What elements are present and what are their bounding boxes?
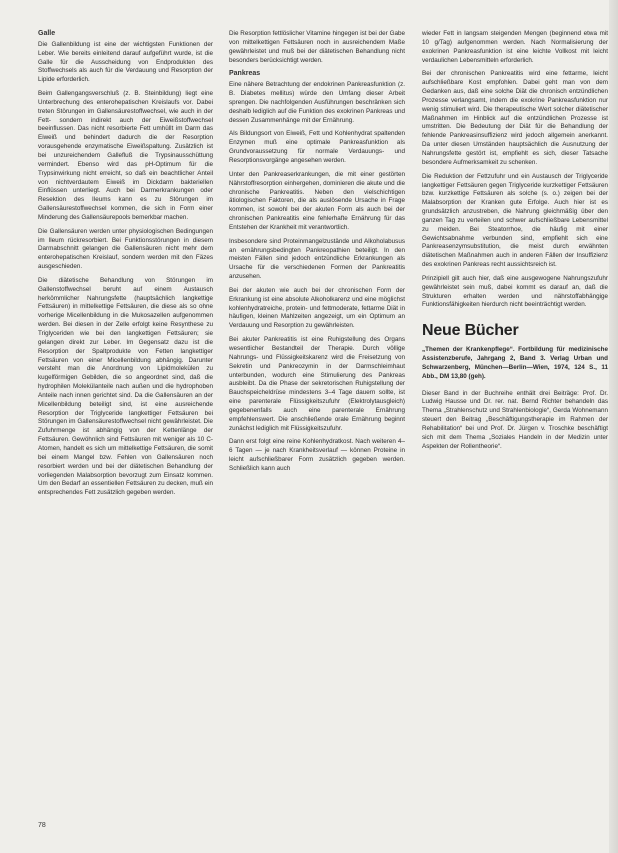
- paragraph: Eine nähere Betrachtung der endokrinen Pankreasfunktion (z. B. Diabetes mellitus) würde den Umfang dieser Arbeit sprengen. Die nachfolgenden Ausführungen beschränken sich deshalb lediglich auf die Funktion des exokrinen Pankreas und dessen Zusammenhänge mit der Ernährung.: [229, 81, 405, 124]
- paragraph: Die diätetische Behandlung von Störungen im Gallenstoffwechsel beruht auf einem Austausch herkömmlicher Nahrungsfette (hauptsächlich langkettige Fettsäuren) in mittelkettige Fettsäuren, die diese als so ohne vorherige Micellenbildung in die Mukosazellen aufgenommen werden. Bei diesen in der Zelle erfolgt keine Resynthese zu Triglyceriden wie bei den langkettigen Fettsäuren; sie gelangen direkt zur Leber. Im Gegensatz dazu ist die Resorption der Spaltprodukte von Fetten langkettiger Fettsäuren von einer Micellenbildung abhängig. Darunter versteht man die Anordnung von Lipidmolekülen zu kugelförmigen Gebilden, die so angeordnet sind, daß die hydrophilen Molekülanteile nach außen und die hydrophoben Anteile nach innen gerichtet sind. Da die Gallensäuren an der Micellenbildung beteiligt sind, ist eine ausreichende Resorption der Triglyceride langkettiger Fettsäuren bei Störungen im Gallensäurestoffwechsel nicht gewährleistet. Die Zufuhrmenge ist abhängig von der Kettenlänge der Fettsäuren. Gewöhnlich sind Fettsäuren mit weniger als 10 C-Atomen, handelt es sich um mittelkettige Fettsäuren, die somit bei einem Mangel bzw. Fehlen von Gallensäuren noch resorbiert werden und bei der diätetischen Behandlung der vorliegenden Malabsorption bevorzugt zum Einsatz kommen. Um den Bedarf an essentiellen Fettsäuren zu decken, muß ein entsprechendes Fett zusätzlich gegeben werden.: [38, 276, 213, 497]
- paragraph: Die Reduktion der Fettzufuhr und ein Austausch der Triglyceride langkettiger Fettsäuren gegen Triglyceride kurzkettiger Fettsäuren bzw. kurzkettige Fettsäuren als solche (s. o.) zeigen bei der Malabsorption der Kranken gute Erfolge. Auch hier ist es grundsätzlich anzustreben, die Nahrung gleichmäßig über den ganzen Tag zu verteilen und schwer aufschließbare Lebensmittel zu meiden. Bei Steatorrhoe, die häufig mit einer Gewichtsabnahme verbunden sind, empfiehlt sich eine Pankreasenzymsubstitution, die meist durch erwähnten diätetischen Maßnahmen auch in anderen Fällen der Insuffizienz des exokrinen Pankreas recht aussichtsreich ist.: [422, 172, 608, 269]
- paragraph: Die Resorption fettlöslicher Vitamine hingegen ist bei der Gabe von mittelkettigen Fettsäuren noch in ausreichendem Maße gewährleistet und muß bei der diätetischen Behandlung nicht besonders berücksichtigt werden.: [229, 30, 405, 64]
- column-middle: [229, 30, 405, 479]
- paragraph: Die Gallenbildung ist eine der wichtigsten Funktionen der Leber. Wie bereits einleitend darauf aufgeführt wurde, ist die Galle für die Ausscheidung von Endprodukten des Stoffwechsels als auch für die Verdauung und Resorption der Lipide erforderlich.: [38, 40, 213, 84]
- paragraph: Die Gallensäuren werden unter physiologischen Bedingungen im Ileum rückresorbiert. Bei Funktionsstörungen in diesem Darmabschnitt gelangen die Gallensäuren nicht mehr dem enterohepatischen Kreislauf, sondern werden mit den Fäzes ausgeschieden.: [38, 227, 213, 271]
- heading-pankreas: Pankreas: [229, 70, 261, 78]
- paragraph: Unter den Pankreaserkrankungen, die mit einer gestörten Nährstoffresorption einhergehen, dominieren die akute und die chronische Pankreatitis. Neben den vielschichtigen ätiologischen Faktoren, die als auslösende Ursache in Frage kommen, ist sowohl bei der akuten Form als auch bei der chronischen Pankreatitis eine fehlerhafte Ernährung für das Entstehen der Krankheit mit verantwortlich.: [229, 170, 405, 231]
- paragraph: Bei der akuten wie auch bei der chronischen Form der Erkrankung ist eine absolute Alkoholkarenz und eine möglichst kohlenhydratreiche, protein- und fettmoderate, fettarme Diät in häufigen, kleinen Mahlzeiten angezeigt, um ein Optimum an Verdauung und Resorption zu gewährleisten.: [229, 286, 405, 330]
- paragraph: Bei der chronischen Pankreatitis wird eine fettarme, leicht aufschließbare Kost empfohlen. Dabei geht man von dem Gedanken aus, daß eine solche Diät die chronisch entzündlichen Prozesse verlangsamt, indem die exokrine Pankreasfunktion nur wenig stimuliert wird. Die therapeutische Wert solcher diätetischer Maßnahmen im Hinblick auf die entzündlichen Prozesse ist umstritten. Die Bedeutung der Diät für die Behandlung der fehlende Pankreasinsuffizienz wird jedoch allgemein anerkannt. Da unter diesen Umständen hauptsächlich die Ausnutzung der Nahrungsfette gestört ist, empfiehlt es sich, dieser Tatsache besondere Aufmerksamkeit zu schenken.: [422, 70, 608, 166]
- paragraph: Insbesondere sind Proteinmangelzustände und Alkoholabusus an ernährungsbedingten Pankreopathien beteiligt. In den meisten Fällen sind jedoch entzündliche Erkrankungen als Ursache für die verschiedenen Formen der Pankreatitis anzusehen.: [229, 237, 405, 281]
- paragraph: Dieser Band in der Buchreihe enthält drei Beiträge: Prof. Dr. Ludwig Hausse und Dr. rer. nat. Bernd Richter behandeln das Thema „Strahlenschutz und Strahlenbiologie“, Gerda Wohnemann steuert den Beitrag „Beschäftigungstherapie im Rahmen der Rehabilitation“ bei und Prof. Dr. Jürgen v. Troschke beschäftigt sich mit dem Thema „Soziales Handeln in der Medizin unter Aspekten der Rollentheorie“.: [422, 389, 608, 450]
- column-right: [422, 30, 608, 456]
- paragraph: Bei akuter Pankreatitis ist eine Ruhigstellung des Organs wesentlicher Bestandteil der Therapie. Durch völlige Nahrungs- und Flüssigkeitskarenz wird die Freisetzung von Sekretin und Pankreozymin in der Darmschleimhaut unterbunden, wodurch eine Stimulierung des Pankreas ausbleibt. Da die Phase der sekretorischen Ruhigstellung der Bauchspeicheldrüse mindestens 3–4 Tage dauern sollte, ist eine parenterale Flüssigkeitszufuhr (Elektrolytausgleich) gegebenenfalls auch eine parenterale Ernährung empfehlenswert. Die anschließende orale Ernährung beginnt zunächst lediglich mit Flüssigkeitszufuhr.: [229, 336, 405, 432]
- book-reference: „Themen der Krankenpflege“. Fortbildung für medizinische Assistenzberufe, Jahrgang 2, Band 3. Verlag Urban und Schwarzenberg, München—Berlin—Wien, 1974, 124 S., 11 Abb., DM 13,80 (geh).: [422, 346, 608, 380]
- section-title-neue-buecher: Neue Bücher: [422, 322, 519, 340]
- paragraph: wieder Fett in langsam steigenden Mengen (beginnend etwa mit 10 g/Tag) aufgenommen werden. Nach Normalisierung der exokrinen Pankreasfunktion ist eine leichte Vollkost mit leicht verdaulichen Lebensmitteln erforderlich.: [422, 30, 608, 64]
- paragraph: Beim Gallengangsverschluß (z. B. Steinbildung) liegt eine Unterbrechung des enterohepatischen Kreislaufs vor. Dabei treten Störungen im Gallensäurestoffwechsel, wie auch in der Fett- sondern indirekt auch der Eiweißstoffwechsel beeinflussen. Das nicht resorbierte Fett umhüllt im Darm das Eiweiß und behindert dadurch die der Resorption vorausgehende enzymatische Eiweißspaltung. Zusätzlich ist bei unzureichendem Gallefluß die Trypsinausschüttung vermindert. Ebenso wird das pH-Optimum für die Trypsinwirkung nicht erreicht, so daß ein beachtlicher Anteil von nichtverdautem Eiweiß im Dickdarm bakteriellen Einflüssen unterliegt. Auch bei Darmerkrankungen oder Resektion des Ileums kann es zu Störungen im Gallensäurestoffwechsel kommen, die sich in Form einer Minderung des Gallensäurepools bemerkbar machen.: [38, 90, 213, 221]
- page-edge: [609, 0, 618, 853]
- page-number: 78: [38, 822, 46, 829]
- paragraph: Dann erst folgt eine reine Kohlenhydratkost. Nach weiteren 4–6 Tagen — je nach Krankheitsverlauf — können Proteine in leicht aufschließbarer Form zusätzlich gegeben werden. Schließlich kann auch: [229, 438, 405, 472]
- paragraph: Prinzipiell gilt auch hier, daß eine ausgewogene Nahrungszufuhr gewährleistet sein muß, dabei kommt es darauf an, daß die Strukturen erhalten werden und nährstoffabhängige Funktionsfähigkeiten hierdurch nicht beeinträchtigt werden.: [422, 274, 608, 309]
- heading-galle: Galle: [38, 30, 56, 37]
- paragraph: Als Bildungsort von Eiweiß, Fett und Kohlenhydrat spaltenden Enzymen muß eine optimale Pankreasfunktion als Grundvoraussetzung für normale Verdauungs- und Resorptionsvorgänge angesehen werden.: [229, 130, 405, 164]
- column-left: [38, 30, 213, 503]
